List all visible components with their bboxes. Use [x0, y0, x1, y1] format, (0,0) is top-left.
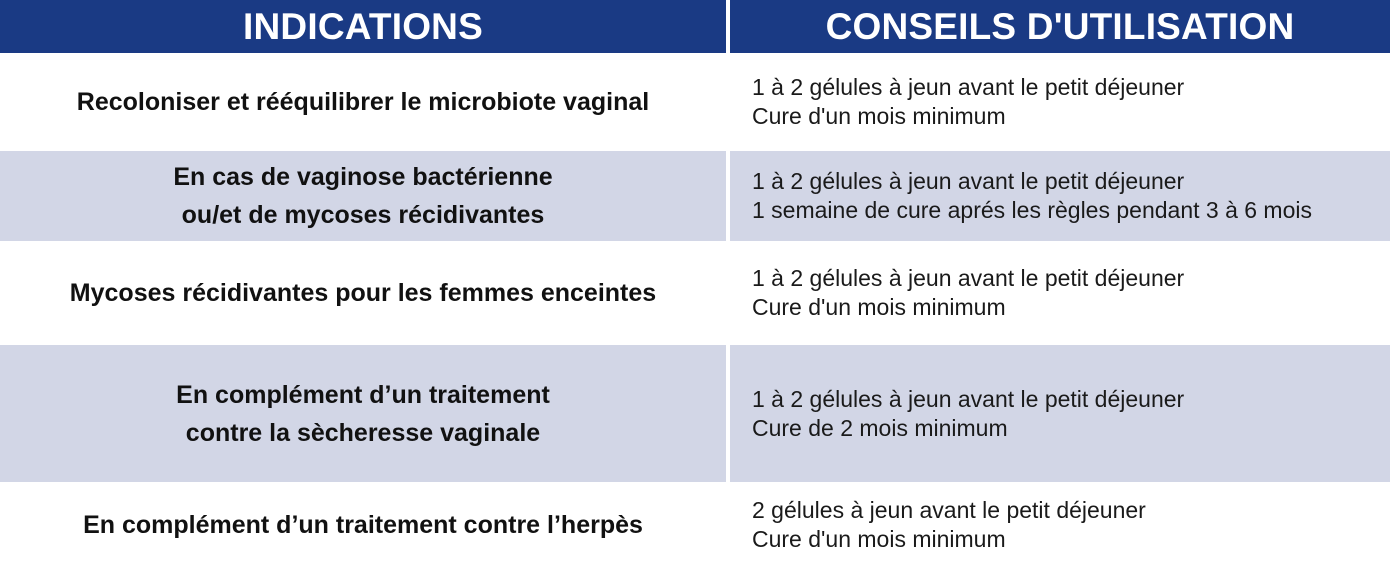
- indication-cell: [0, 245, 726, 341]
- table-row: [0, 486, 1390, 564]
- indication-text: ou/et de mycoses récidivantes: [181, 201, 545, 229]
- advice-line: 1 à 2 gélules à jeun avant le petit déjeuner: [752, 74, 1185, 100]
- table-row: [0, 345, 1390, 482]
- advice-line: Cure d'un mois minimum: [752, 526, 1006, 552]
- indication-text: En complément d’un traitement contre l’herpès: [83, 511, 643, 539]
- header-indications: INDICATIONS: [0, 0, 726, 53]
- advice-line: 2 gélules à jeun avant le petit déjeuner: [752, 497, 1146, 523]
- indication-text: En complément d’un traitement: [176, 380, 550, 409]
- indication-text: Recoloniser et rééquilibrer le microbiote vaginal: [76, 88, 650, 116]
- advice-cell: [730, 245, 1390, 341]
- table-row: [0, 151, 1390, 241]
- indication-text: Mycoses récidivantes pour les femmes enceintes: [69, 279, 657, 307]
- header-conseils-utilisation: CONSEILS D'UTILISATION: [730, 0, 1390, 53]
- indication-cell: [0, 345, 726, 482]
- advice-line: Cure d'un mois minimum: [752, 294, 1006, 320]
- indication-cell: [0, 151, 726, 241]
- advice-cell: [730, 151, 1390, 241]
- advice-line: 1 à 2 gélules à jeun avant le petit déjeuner: [752, 168, 1185, 194]
- table-row: [0, 245, 1390, 341]
- indication-cell: [0, 57, 726, 147]
- indication-text: contre la sècheresse vaginale: [185, 418, 541, 447]
- table-header-row: [0, 0, 1390, 53]
- indication-text: En cas de vaginose bactérienne: [173, 163, 553, 191]
- advice-line: Cure d'un mois minimum: [752, 103, 1006, 129]
- indication-cell: [0, 486, 726, 564]
- advice-line: 1 à 2 gélules à jeun avant le petit déjeuner: [752, 385, 1185, 412]
- advice-line: 1 à 2 gélules à jeun avant le petit déjeuner: [752, 265, 1185, 291]
- advice-cell: [730, 345, 1390, 482]
- advice-cell: [730, 57, 1390, 147]
- table-row: [0, 57, 1390, 147]
- advice-line: Cure de 2 mois minimum: [752, 414, 1008, 441]
- advice-cell: [730, 486, 1390, 564]
- advice-line: 1 semaine de cure aprés les règles pendant 3 à 6 mois: [752, 197, 1312, 223]
